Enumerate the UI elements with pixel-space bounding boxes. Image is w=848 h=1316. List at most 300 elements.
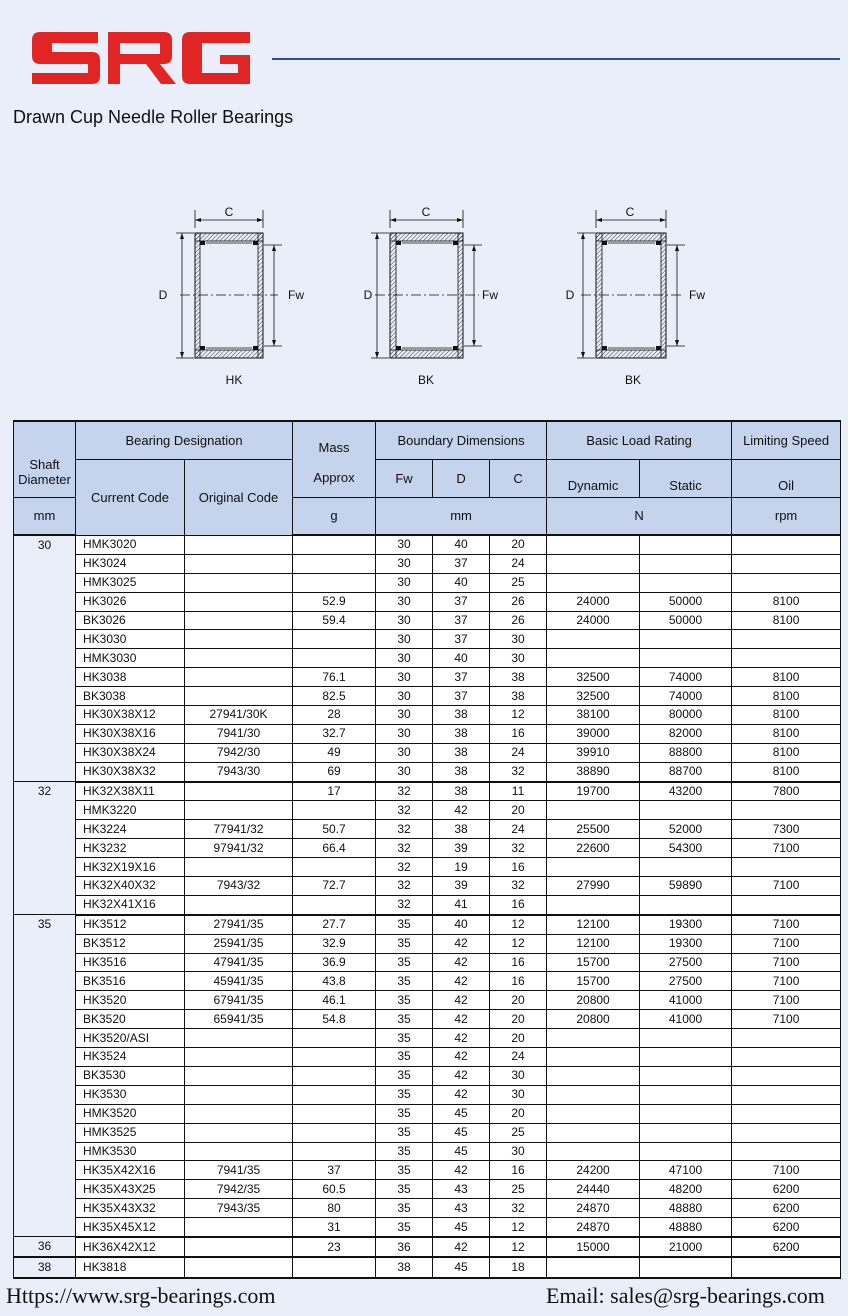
- table-row: [14, 554, 841, 573]
- table-cell: [732, 801, 841, 820]
- table-cell: HK3818: [76, 1257, 185, 1278]
- table-row: [14, 1142, 841, 1161]
- table-cell: 32: [376, 782, 433, 801]
- table-cell: 7100: [732, 1010, 841, 1029]
- table-cell: 39: [433, 877, 490, 896]
- table-cell: 38: [433, 743, 490, 762]
- table-cell: 74000: [640, 687, 732, 706]
- table-cell: 45: [433, 1123, 490, 1142]
- table-cell: [293, 1142, 376, 1161]
- table-cell: [185, 1218, 293, 1237]
- table-cell: [732, 895, 841, 914]
- table-cell: [185, 535, 293, 554]
- table-row: [14, 1066, 841, 1085]
- header-unit-mm: mm: [14, 497, 76, 535]
- table-cell: 8100: [732, 592, 841, 611]
- table-cell: [640, 1123, 732, 1142]
- table-cell: 12: [490, 706, 547, 725]
- table-cell: 88700: [640, 762, 732, 781]
- table-cell: 30: [376, 611, 433, 630]
- table-row: [14, 915, 841, 934]
- table-cell: [640, 858, 732, 877]
- table-cell: 42: [433, 953, 490, 972]
- table-row: [14, 649, 841, 668]
- table-cell: 25: [490, 573, 547, 592]
- table-row: [14, 687, 841, 706]
- table-cell: 30: [376, 687, 433, 706]
- fw-label: Fw: [482, 288, 498, 302]
- table-cell: [547, 801, 640, 820]
- table-cell: 32: [490, 1199, 547, 1218]
- shaft-diameter-cell: 36: [14, 1237, 76, 1257]
- table-cell: [185, 592, 293, 611]
- table-cell: [185, 782, 293, 801]
- header-boundary-dimensions: Boundary Dimensions: [376, 421, 547, 459]
- table-cell: [732, 1257, 841, 1278]
- table-cell: 26: [490, 592, 547, 611]
- table-cell: BK3516: [76, 972, 185, 991]
- table-cell: HK3512: [76, 915, 185, 934]
- header-basic-load-rating: Basic Load Rating: [547, 421, 732, 459]
- table-cell: 31: [293, 1218, 376, 1237]
- table-cell: 43: [433, 1180, 490, 1199]
- table-cell: 69: [293, 762, 376, 781]
- table-row: [14, 630, 841, 649]
- header-limiting-speed: Limiting Speed: [732, 421, 841, 459]
- table-cell: [185, 1123, 293, 1142]
- table-cell: 8100: [732, 724, 841, 743]
- table-cell: [293, 1048, 376, 1067]
- table-cell: 16: [490, 724, 547, 743]
- table-cell: 54300: [640, 839, 732, 858]
- table-cell: HK35X45X12: [76, 1218, 185, 1237]
- table-cell: HK30X38X16: [76, 724, 185, 743]
- srg-logo: [30, 26, 252, 90]
- table-cell: 42: [433, 1161, 490, 1180]
- table-cell: [185, 858, 293, 877]
- table-cell: 6200: [732, 1218, 841, 1237]
- table-cell: [547, 1048, 640, 1067]
- table-cell: BK3520: [76, 1010, 185, 1029]
- table-cell: 35: [376, 1048, 433, 1067]
- table-cell: 30: [490, 1066, 547, 1085]
- header-bearing-designation: Bearing Designation: [76, 421, 293, 459]
- table-cell: [640, 1066, 732, 1085]
- header-oil: Oil: [732, 459, 841, 497]
- header-dynamic: Dynamic: [547, 459, 640, 497]
- table-cell: 45: [433, 1142, 490, 1161]
- table-cell: 38: [433, 762, 490, 781]
- table-cell: 7100: [732, 877, 841, 896]
- table-cell: 38: [433, 724, 490, 743]
- table-cell: 22600: [547, 839, 640, 858]
- d-label: D: [363, 288, 373, 302]
- table-cell: 16: [490, 972, 547, 991]
- table-cell: 19300: [640, 915, 732, 934]
- table-row: [14, 1048, 841, 1067]
- table-cell: 20: [490, 991, 547, 1010]
- table-cell: 20800: [547, 1010, 640, 1029]
- table-cell: 45: [433, 1257, 490, 1278]
- table-cell: 27500: [640, 972, 732, 991]
- table-row: [14, 895, 841, 914]
- table-cell: 6200: [732, 1199, 841, 1218]
- table-cell: [185, 801, 293, 820]
- table-cell: 47100: [640, 1161, 732, 1180]
- table-body: [14, 535, 841, 1278]
- table-cell: 35: [376, 1104, 433, 1123]
- table-cell: 7100: [732, 972, 841, 991]
- table-cell: 39: [433, 839, 490, 858]
- table-cell: 82000: [640, 724, 732, 743]
- table-cell: 37: [433, 630, 490, 649]
- table-cell: 18: [490, 1257, 547, 1278]
- table-row: [14, 877, 841, 896]
- table-row: [14, 782, 841, 801]
- table-cell: 30: [376, 724, 433, 743]
- table-cell: [640, 1104, 732, 1123]
- table-cell: 67941/35: [185, 991, 293, 1010]
- table-row: [14, 762, 841, 781]
- table-cell: 37: [433, 668, 490, 687]
- table-cell: 35: [376, 1029, 433, 1048]
- table-cell: HMK3020: [76, 535, 185, 554]
- table-cell: 24: [490, 554, 547, 573]
- table-cell: 66.4: [293, 839, 376, 858]
- table-cell: 24000: [547, 611, 640, 630]
- table-cell: 30: [376, 743, 433, 762]
- table-cell: [732, 1123, 841, 1142]
- table-cell: [732, 573, 841, 592]
- table-cell: [293, 1104, 376, 1123]
- table-cell: 24200: [547, 1161, 640, 1180]
- table-cell: 36: [376, 1237, 433, 1257]
- table-cell: [185, 649, 293, 668]
- table-cell: 45: [433, 1218, 490, 1237]
- table-cell: 15700: [547, 953, 640, 972]
- table-row: [14, 991, 841, 1010]
- table-cell: 7100: [732, 934, 841, 953]
- diagram-name: BK: [417, 373, 435, 387]
- table-cell: 30: [490, 1142, 547, 1161]
- table-cell: HK30X38X32: [76, 762, 185, 781]
- table-cell: 16: [490, 953, 547, 972]
- table-cell: 49: [293, 743, 376, 762]
- fw-label: Fw: [689, 288, 705, 302]
- table-cell: 27941/30K: [185, 706, 293, 725]
- table-cell: 32: [376, 858, 433, 877]
- page-title: Drawn Cup Needle Roller Bearings: [13, 107, 294, 127]
- table-cell: 24: [490, 1048, 547, 1067]
- table-cell: BK3038: [76, 687, 185, 706]
- table-cell: 30: [376, 573, 433, 592]
- table-cell: [732, 858, 841, 877]
- table-cell: [185, 1066, 293, 1085]
- table-cell: 19700: [547, 782, 640, 801]
- bearing-spec-table: [13, 420, 841, 1279]
- table-cell: 17: [293, 782, 376, 801]
- table-cell: HK3224: [76, 820, 185, 839]
- table-cell: 27941/35: [185, 915, 293, 934]
- table-cell: 7941/35: [185, 1161, 293, 1180]
- table-cell: 42: [433, 1010, 490, 1029]
- header-approx: Approx: [293, 459, 376, 497]
- table-cell: 32.7: [293, 724, 376, 743]
- table-cell: 6200: [732, 1237, 841, 1257]
- table-cell: 43200: [640, 782, 732, 801]
- table-cell: 42: [433, 991, 490, 1010]
- table-cell: [185, 1142, 293, 1161]
- table-row: [14, 801, 841, 820]
- table-cell: [732, 1029, 841, 1048]
- table-cell: 36.9: [293, 953, 376, 972]
- table-cell: 7943/32: [185, 877, 293, 896]
- header-c: C: [490, 459, 547, 497]
- table-row: [14, 724, 841, 743]
- table-cell: 21000: [640, 1237, 732, 1257]
- table-cell: HMK3220: [76, 801, 185, 820]
- table-cell: HMK3025: [76, 573, 185, 592]
- table-cell: 25: [490, 1180, 547, 1199]
- table-cell: 30: [376, 668, 433, 687]
- table-cell: [547, 1085, 640, 1104]
- diagram-bk-2: [553, 200, 713, 392]
- table-cell: 25: [490, 1123, 547, 1142]
- table-row: [14, 1085, 841, 1104]
- table-cell: 30: [490, 649, 547, 668]
- table-cell: 19: [433, 858, 490, 877]
- header-static: Static: [640, 459, 732, 497]
- table-cell: 59.4: [293, 611, 376, 630]
- table-cell: 20: [490, 1010, 547, 1029]
- table-cell: [732, 1066, 841, 1085]
- table-cell: [293, 535, 376, 554]
- table-cell: 20: [490, 1029, 547, 1048]
- table-cell: 48200: [640, 1180, 732, 1199]
- table-cell: 60.5: [293, 1180, 376, 1199]
- table-cell: 20: [490, 1104, 547, 1123]
- table-cell: 23: [293, 1237, 376, 1257]
- table-cell: 45941/35: [185, 972, 293, 991]
- table-row: [14, 1029, 841, 1048]
- d-label: D: [565, 288, 575, 302]
- table-cell: 27990: [547, 877, 640, 896]
- table-cell: 35: [376, 1218, 433, 1237]
- c-label: C: [224, 205, 234, 219]
- table-cell: 30: [376, 554, 433, 573]
- table-cell: [293, 554, 376, 573]
- table-cell: HK36X42X12: [76, 1237, 185, 1257]
- table-cell: HK3024: [76, 554, 185, 573]
- table-cell: 48880: [640, 1199, 732, 1218]
- table-row: [14, 1218, 841, 1237]
- table-cell: 32: [490, 877, 547, 896]
- table-cell: 7942/35: [185, 1180, 293, 1199]
- table-cell: 42: [433, 1085, 490, 1104]
- table-cell: 50.7: [293, 820, 376, 839]
- table-cell: 19300: [640, 934, 732, 953]
- header-unit-g: g: [293, 497, 376, 535]
- header-fw: Fw: [376, 459, 433, 497]
- table-cell: 80000: [640, 706, 732, 725]
- table-cell: 38: [433, 706, 490, 725]
- table-cell: 12: [490, 1237, 547, 1257]
- table-cell: 8100: [732, 687, 841, 706]
- table-cell: 20: [490, 535, 547, 554]
- table-cell: 37: [433, 554, 490, 573]
- header-original-code: Original Code: [185, 459, 293, 535]
- table-row: [14, 1180, 841, 1199]
- table-cell: 24000: [547, 592, 640, 611]
- table-cell: 40: [433, 535, 490, 554]
- table-cell: [293, 1085, 376, 1104]
- table-cell: 97941/32: [185, 839, 293, 858]
- table-cell: 30: [376, 630, 433, 649]
- table-cell: [185, 687, 293, 706]
- table-cell: 30: [376, 706, 433, 725]
- table-cell: 35: [376, 1199, 433, 1218]
- table-row: [14, 611, 841, 630]
- shaft-diameter-cell: 38: [14, 1257, 76, 1278]
- table-cell: [547, 1029, 640, 1048]
- table-cell: 38: [490, 687, 547, 706]
- table-cell: HK3520: [76, 991, 185, 1010]
- table-cell: 7100: [732, 953, 841, 972]
- table-cell: [185, 895, 293, 914]
- table-row: [14, 1257, 841, 1278]
- header-mass: Mass: [293, 421, 376, 459]
- table-cell: [547, 554, 640, 573]
- table-cell: 42: [433, 934, 490, 953]
- header-unit-speed: rpm: [732, 497, 841, 535]
- table-row: [14, 743, 841, 762]
- table-cell: [547, 1142, 640, 1161]
- table-cell: 32: [376, 839, 433, 858]
- table-row: [14, 1199, 841, 1218]
- table-cell: [293, 1257, 376, 1278]
- table-row: [14, 934, 841, 953]
- table-cell: 65941/35: [185, 1010, 293, 1029]
- table-cell: [640, 1085, 732, 1104]
- table-cell: [185, 554, 293, 573]
- table-cell: 12: [490, 934, 547, 953]
- table-cell: 7100: [732, 915, 841, 934]
- table-cell: 41000: [640, 991, 732, 1010]
- table-cell: [293, 1066, 376, 1085]
- table-cell: 32.9: [293, 934, 376, 953]
- footer-website[interactable]: Https://www.srg-bearings.com: [6, 1283, 276, 1308]
- header-divider-line: [272, 58, 840, 60]
- c-label: C: [421, 205, 431, 219]
- table-cell: [640, 1257, 732, 1278]
- table-cell: HK3524: [76, 1048, 185, 1067]
- table-cell: 52.9: [293, 592, 376, 611]
- table-cell: 30: [376, 535, 433, 554]
- table-cell: [547, 630, 640, 649]
- header-current-code: Current Code: [76, 459, 185, 535]
- table-cell: 7943/35: [185, 1199, 293, 1218]
- table-cell: [293, 649, 376, 668]
- table-cell: 35: [376, 1010, 433, 1029]
- table-cell: 11: [490, 782, 547, 801]
- table-cell: 52000: [640, 820, 732, 839]
- table-cell: [732, 535, 841, 554]
- shaft-diameter-cell: 35: [14, 915, 76, 1237]
- table-cell: 41000: [640, 1010, 732, 1029]
- table-cell: 7100: [732, 991, 841, 1010]
- table-cell: [293, 895, 376, 914]
- table-row: [14, 972, 841, 991]
- table-cell: 16: [490, 895, 547, 914]
- table-cell: 7300: [732, 820, 841, 839]
- table-cell: 35: [376, 1180, 433, 1199]
- table-cell: 27.7: [293, 915, 376, 934]
- table-cell: [293, 801, 376, 820]
- table-cell: 8100: [732, 743, 841, 762]
- table-row: [14, 1123, 841, 1142]
- table-cell: 37: [433, 687, 490, 706]
- table-cell: [185, 1048, 293, 1067]
- table-cell: 38890: [547, 762, 640, 781]
- header-unit-dimensions: mm: [376, 497, 547, 535]
- table-cell: HK3026: [76, 592, 185, 611]
- table-cell: 35: [376, 1085, 433, 1104]
- table-cell: 12100: [547, 915, 640, 934]
- table-cell: [732, 554, 841, 573]
- table-cell: 37: [293, 1161, 376, 1180]
- table-cell: 24440: [547, 1180, 640, 1199]
- diagram-bk-1: [345, 200, 505, 392]
- table-cell: 38: [433, 820, 490, 839]
- table-cell: [640, 630, 732, 649]
- table-cell: [732, 1085, 841, 1104]
- table-row: [14, 573, 841, 592]
- table-cell: 38100: [547, 706, 640, 725]
- table-cell: [640, 649, 732, 668]
- table-cell: [640, 554, 732, 573]
- table-cell: 8100: [732, 706, 841, 725]
- table-cell: 7800: [732, 782, 841, 801]
- table-cell: 26: [490, 611, 547, 630]
- table-cell: 88800: [640, 743, 732, 762]
- table-row: [14, 1237, 841, 1257]
- table-cell: 20: [490, 801, 547, 820]
- table-cell: 35: [376, 991, 433, 1010]
- table-cell: 12100: [547, 934, 640, 953]
- table-cell: [640, 573, 732, 592]
- table-cell: 50000: [640, 611, 732, 630]
- table-cell: 82.5: [293, 687, 376, 706]
- table-cell: 40: [433, 573, 490, 592]
- table-cell: [293, 630, 376, 649]
- table-cell: 27500: [640, 953, 732, 972]
- table-cell: 35: [376, 1161, 433, 1180]
- table-cell: 45: [433, 1104, 490, 1123]
- table-cell: 38: [433, 782, 490, 801]
- table-cell: 42: [433, 1048, 490, 1067]
- table-row: [14, 820, 841, 839]
- table-cell: 77941/32: [185, 820, 293, 839]
- table-cell: 24870: [547, 1218, 640, 1237]
- table-cell: 7100: [732, 839, 841, 858]
- table-cell: 37: [433, 611, 490, 630]
- table-cell: 32: [490, 839, 547, 858]
- footer-email[interactable]: Email: sales@srg-bearings.com: [546, 1283, 825, 1308]
- table-cell: 46.1: [293, 991, 376, 1010]
- table-cell: 8100: [732, 611, 841, 630]
- table-cell: BK3026: [76, 611, 185, 630]
- table-cell: 54.8: [293, 1010, 376, 1029]
